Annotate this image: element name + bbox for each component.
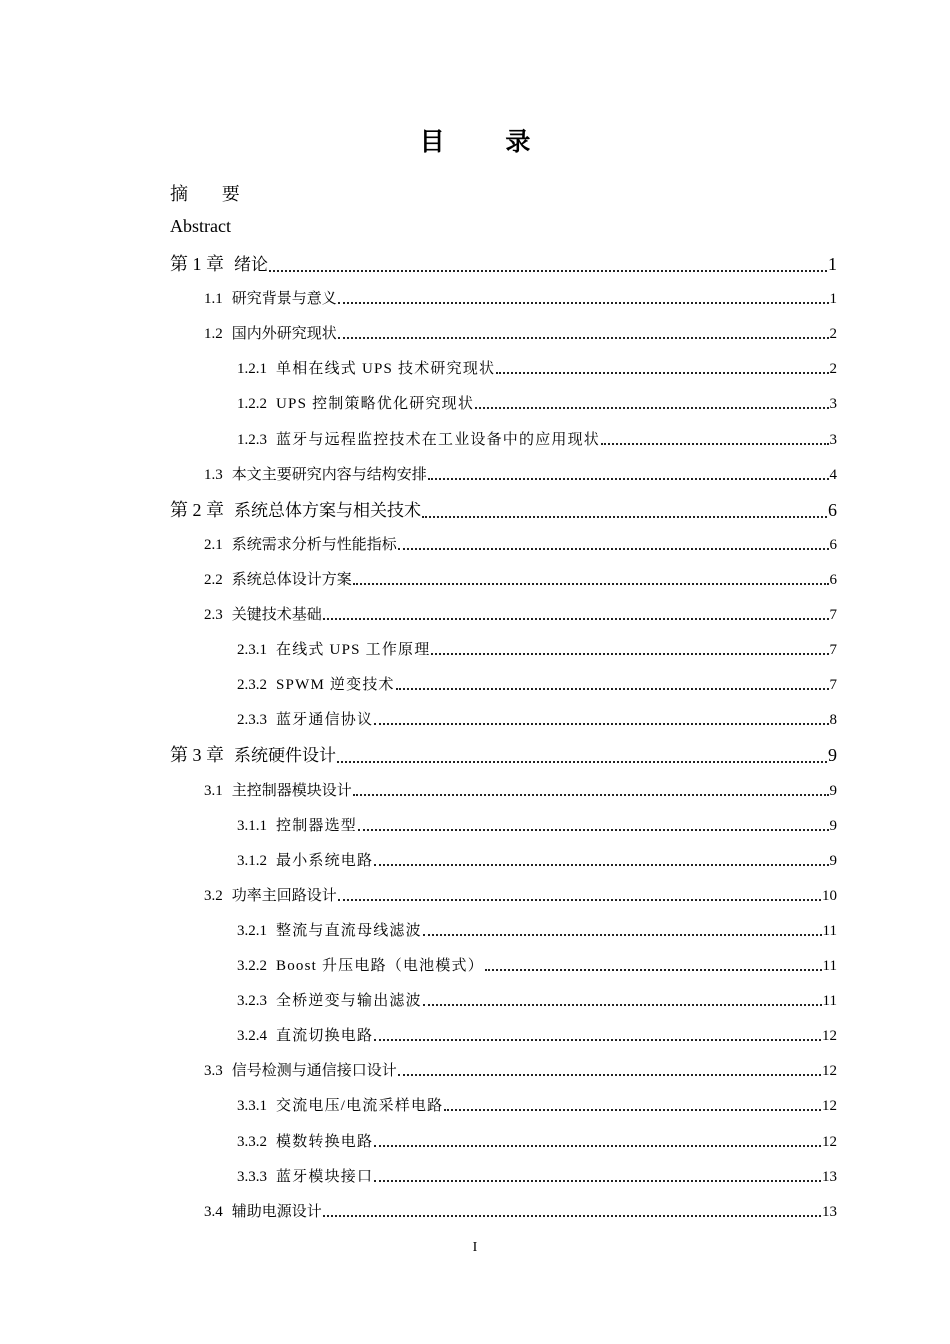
toc-dot-leader (374, 723, 828, 725)
toc-entry-label: 交流电压/电流采样电路 (276, 1098, 444, 1115)
toc-dot-leader (423, 934, 822, 936)
toc-page-number: 11 (822, 958, 837, 974)
toc-front-matter-item[interactable] (170, 180, 837, 206)
toc-page-number: 9 (829, 817, 837, 834)
toc-entry-label: 单相在线式 UPS 技术研究现状 (276, 361, 496, 378)
toc-dot-leader (323, 618, 829, 620)
toc-entry-label: SPWM 逆变技术 (276, 677, 395, 694)
toc-dot-leader (496, 372, 828, 374)
toc-page-number: 1 (828, 254, 837, 274)
toc-entry-number: 3.4 (204, 1203, 223, 1220)
toc-entry-number: 2.3.1 (237, 642, 267, 659)
toc-section-entry[interactable] (237, 1165, 837, 1186)
toc-section-entry[interactable] (237, 989, 837, 1010)
toc-entry-number: 2.3 (204, 607, 223, 623)
toc-entry-number: 3.1 (204, 782, 223, 799)
toc-entry-number: 2.2 (204, 571, 223, 588)
toc-entry-number: 第 2 章 (170, 499, 224, 520)
toc-entry-number: 1.2.1 (237, 361, 267, 378)
toc-page-number: 2 (829, 361, 837, 378)
toc-entry-label: 蓝牙模块接口 (276, 1168, 374, 1185)
toc-entry-number: 3.3 (204, 1063, 223, 1080)
toc-entry-number: 1.3 (204, 466, 223, 483)
toc-page-number: 1 (829, 291, 837, 308)
toc-entry-label: 研究背景与意义 (231, 291, 337, 308)
toc-entry-label: 最小系统电路 (276, 852, 374, 869)
toc-chapter-entry[interactable] (170, 496, 837, 522)
toc-entry-label: 辅助电源设计 (231, 1203, 322, 1220)
toc-dot-leader (353, 583, 829, 585)
toc-page-number: 6 (829, 571, 837, 588)
toc-page-number: 10 (822, 887, 837, 904)
toc-page-number: 9 (828, 745, 837, 766)
toc-entry-number: 2.1 (204, 536, 223, 553)
toc-entry-number: 3.2.1 (237, 922, 267, 939)
toc-dot-leader (353, 794, 829, 796)
toc-dot-leader (423, 1004, 822, 1006)
toc-entry-label: 国内外研究现状 (231, 326, 337, 343)
toc-page-number: 6 (828, 499, 837, 520)
toc-page-number: 7 (829, 642, 837, 659)
page-folio: I (472, 1240, 478, 1255)
toc-dot-leader (475, 407, 828, 409)
toc-page-number: 11 (822, 922, 837, 939)
toc-page-number: 11 (822, 993, 837, 1010)
toc-entry-label: 绪论 (234, 255, 268, 275)
toc-entry-number: 第 1 章 (170, 254, 224, 274)
toc-section-entry[interactable] (237, 814, 837, 835)
toc-page-number: 9 (829, 782, 837, 799)
toc-entry-label: UPS 控制策略优化研究现状 (276, 396, 475, 413)
toc-section-entry[interactable] (204, 287, 837, 308)
toc-page-number: 12 (822, 1098, 837, 1115)
toc-section-entry[interactable] (237, 1024, 837, 1045)
toc-page-number: 8 (829, 712, 837, 729)
toc-dot-leader (374, 1039, 821, 1041)
toc-dot-leader (338, 337, 829, 339)
toc-dot-leader (398, 1074, 821, 1076)
toc-section-entry[interactable] (237, 673, 837, 694)
toc-page-number: 4 (829, 466, 837, 483)
toc-entry-number: 3.1.2 (237, 852, 267, 869)
toc-section-entry[interactable] (204, 603, 837, 624)
toc-section-entry[interactable] (237, 849, 837, 870)
toc-entry-number: 2.3.2 (237, 677, 267, 694)
toc-entry-number: 1.1 (204, 291, 223, 308)
toc-entry-label: 关键技术基础 (231, 607, 322, 623)
toc-section-entry[interactable] (204, 463, 837, 484)
toc-page-number: 12 (822, 1133, 837, 1150)
toc-section-entry[interactable] (204, 884, 837, 905)
toc-page-number: 12 (822, 1063, 837, 1080)
toc-section-entry[interactable] (237, 919, 837, 940)
toc-dot-leader (444, 1109, 821, 1111)
toc-entry-number: 2.3.3 (237, 712, 267, 729)
toc-entry-label: 直流切换电路 (276, 1028, 374, 1045)
toc-entry-number: 3.3.2 (237, 1133, 267, 1150)
toc-dot-leader (323, 1215, 821, 1217)
toc-dot-leader (428, 478, 829, 480)
toc-entry-number: 第 3 章 (170, 745, 224, 766)
toc-page-number: 7 (829, 607, 837, 623)
toc-dot-leader (374, 864, 828, 866)
toc-section-entry[interactable] (237, 1094, 837, 1115)
toc-entry-label: 控制器选型 (276, 817, 358, 834)
toc-page-number: 12 (822, 1028, 837, 1045)
toc-dot-leader (398, 548, 829, 550)
toc-dot-leader (269, 270, 827, 272)
toc-front-matter-item[interactable] (170, 216, 837, 237)
toc-entry-label: Abstract (170, 216, 231, 236)
toc-page-number: 13 (822, 1168, 837, 1185)
toc-section-entry[interactable] (204, 1059, 837, 1080)
toc-page-number: 7 (829, 677, 837, 694)
toc-dot-leader (396, 688, 829, 690)
toc-dot-leader (358, 829, 828, 831)
toc-entry-number: 3.1.1 (237, 817, 267, 834)
toc-entry-number: 3.2.3 (237, 993, 267, 1010)
toc-dot-leader (338, 302, 829, 304)
toc-entry-number: 3.2.2 (237, 958, 267, 974)
toc-entry-label: 信号检测与通信接口设计 (231, 1063, 397, 1080)
toc-entry-number: 1.2 (204, 326, 223, 343)
toc-entry-label: 全桥逆变与输出滤波 (276, 993, 422, 1010)
toc-entry-number: 3.2 (204, 887, 223, 904)
toc-dot-leader (374, 1180, 821, 1182)
toc-dot-leader (338, 899, 821, 901)
toc-dot-leader (374, 1145, 821, 1147)
toc-page-number: 9 (829, 852, 837, 869)
toc-entry-label: 本文主要研究内容与结构安排 (231, 466, 427, 483)
toc-chapter-entry[interactable] (170, 250, 837, 276)
toc-entry-label: 主控制器模块设计 (231, 782, 352, 799)
toc-section-entry[interactable] (204, 322, 837, 343)
toc-entry-label: 系统总体设计方案 (231, 571, 352, 588)
toc-section-entry[interactable] (237, 1130, 837, 1151)
toc-page-number: 2 (829, 326, 837, 343)
toc-entry-label: 系统硬件设计 (234, 746, 336, 767)
toc-section-entry[interactable] (237, 638, 837, 659)
toc-chapter-entry[interactable] (170, 741, 837, 767)
toc-section-entry[interactable] (204, 568, 837, 589)
toc-entry-number: 3.3.3 (237, 1168, 267, 1185)
toc-section-entry[interactable] (237, 392, 837, 413)
toc-entry-label: 蓝牙通信协议 (276, 712, 374, 729)
toc-entry-label: 蓝牙与远程监控技术在工业设备中的应用现状 (276, 431, 601, 448)
toc-dot-leader (431, 653, 828, 655)
toc-dot-leader (422, 516, 827, 518)
toc-entry-label: 在线式 UPS 工作原理 (276, 642, 431, 659)
toc-section-entry[interactable] (204, 1200, 837, 1221)
toc-entry-number: 1.2.3 (237, 431, 267, 448)
toc-section-entry[interactable] (204, 779, 837, 800)
toc-entry-label: 整流与直流母线滤波 (276, 922, 422, 939)
toc-dot-leader (337, 761, 827, 763)
toc-section-entry[interactable] (237, 357, 837, 378)
toc-section-entry[interactable] (237, 428, 837, 449)
toc-entry-label: 模数转换电路 (276, 1133, 374, 1150)
toc-section-entry[interactable] (237, 954, 837, 975)
toc-entry-label: 系统需求分析与性能指标 (231, 536, 397, 553)
toc-entry-label: 摘 要 (170, 184, 254, 205)
toc-dot-leader (601, 443, 828, 445)
toc-entry-number: 1.2.2 (237, 396, 267, 413)
toc-page-number: 6 (829, 536, 837, 553)
toc-page-number: 3 (829, 396, 837, 413)
toc-section-entry[interactable] (204, 533, 837, 554)
toc-entry-number: 3.3.1 (237, 1098, 267, 1115)
toc-dot-leader (485, 969, 822, 971)
toc-entry-label: Boost 升压电路（电池模式） (276, 958, 484, 974)
toc-entry-number: 3.2.4 (237, 1028, 267, 1045)
toc-entry-label: 功率主回路设计 (231, 887, 337, 904)
toc-section-entry[interactable] (237, 708, 837, 729)
toc-page-number: 13 (822, 1203, 837, 1220)
toc-entry-label: 系统总体方案与相关技术 (234, 500, 421, 521)
toc-page-number: 3 (829, 431, 837, 448)
toc-title: 目 录 (419, 127, 557, 156)
